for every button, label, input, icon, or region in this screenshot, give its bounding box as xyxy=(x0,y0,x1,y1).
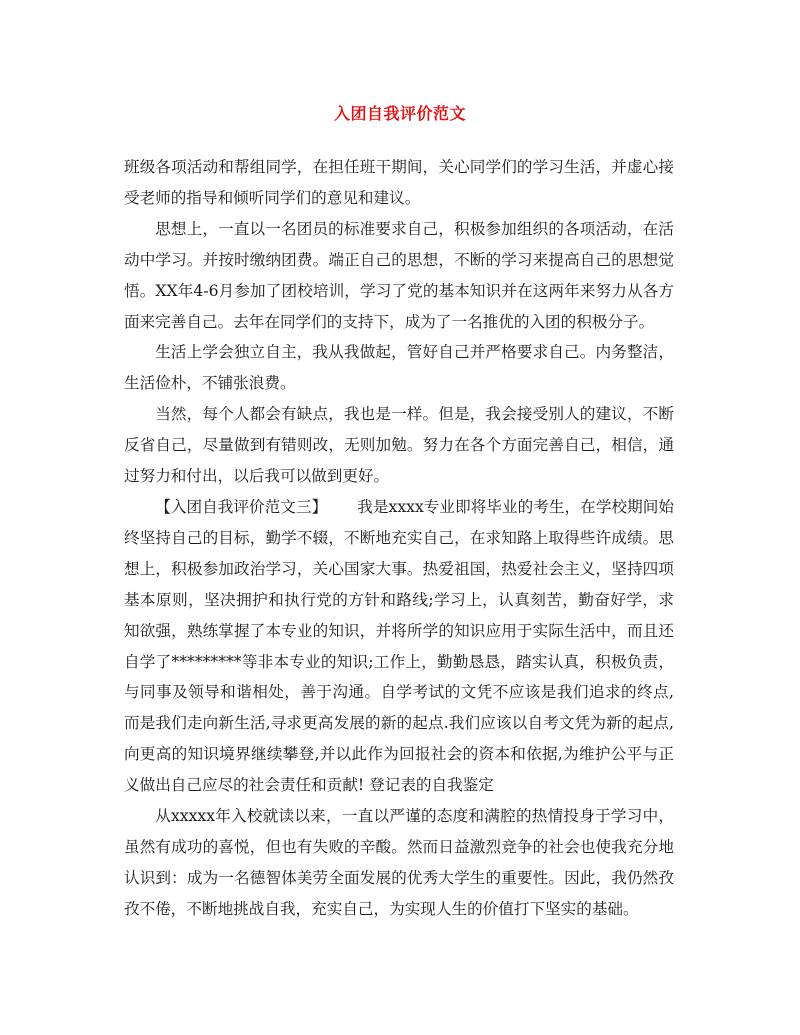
section-heading: 【入团自我评价范文三】 xyxy=(155,497,328,516)
paragraph-life: 生活上学会独立自主，我从我做起，管好自己并严格要求自己。内务整洁，生活俭朴，不铺张浪费。 xyxy=(124,343,674,393)
paragraph-intro: 班级各项活动和帮组同学，在担任班干期间，关心同学们的学习生活，并虚心接受老师的指导和倾听同学们的意见和建议。 xyxy=(124,158,674,207)
document-body xyxy=(124,152,674,925)
paragraph-shortcomings: 当然，每个人都会有缺点，我也是一样。但是，我会接受别人的建议，不断反省自己，尽量做到有错则改，无则加勉。努力在各个方面完善自己，相信，通过努力和付出，以后我可以做到更好。 xyxy=(124,405,674,486)
paragraph-thought: 思想上，一直以一名团员的标准要求自己，积极参加组织的各项活动，在活动中学习。并按时缴纳团费。端正自己的思想，不断的学习来提高自己的思想觉悟。XX年4-6月参加了团校培训，学习了党的基本知识并在这两年来努力从各方面来完善自己。去年在同学们的支持下，成为了一名推优的入团的积极分子。 xyxy=(124,219,674,331)
page-title: 入团自我评价范文 xyxy=(333,104,466,123)
section-text: 我是xxxx专业即将毕业的考生，在学校期间始终坚持自己的目标，勤学不辍，不断地充实自己，在求知路上取得些许成绩。思想上，积极参加政治学习，关心国家大事。热爱祖国，热爱社会主义，坚持四项基本原则，坚决拥护和执行党的方针和路线;学习上，认真刻苦，勤奋好学，求知欲强，熟练掌握了本专业的知识，并将所学的知识应用于实际生活中，而且还自学了*********等非本专业的知识;工作上，勤勤恳恳，踏实认真，积极负责，与同事及领导和谐相处，善于沟通。自学考试的文凭不应该是我们追求的终点,而是我们走向新生活,寻求更高发展的新的起点.我们应该以自考文凭为新的起点,向更高的知识境界继续攀登,并以此作为回报社会的资本和依据,为维护公平与正义做出自己应尽的社会责任和贡献! 登记表的自我鉴定 xyxy=(124,497,674,795)
paragraph-section-three xyxy=(124,492,674,801)
paragraph-closing: 从xxxxx年入校就读以来，一直以严谨的态度和满腔的热情投身于学习中，虽然有成功的喜悦，但也有失败的辛酸。然而日益激烈竞争的社会也使我充分地认识到：成为一名德智体美劳全面发展的优秀大学生的重要性。因此，我仍然孜孜不倦，不断地挑战自我，充实自己，为实现人生的价值打下坚实的基础。 xyxy=(124,807,674,918)
